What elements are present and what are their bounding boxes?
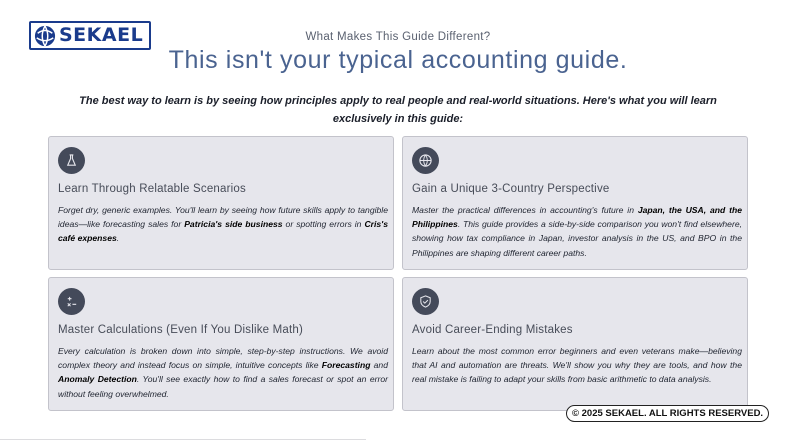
highlight-text: Patricia's side business [184,219,283,230]
calculator-icon [58,288,85,315]
body-text: Forget dry, generic examples. You'll learn by seeing how future skills apply to tangible ideas—like forecasting sales for [58,205,388,230]
body-text: Learn about the most common error beginners and even veterans make—believing that AI and automation are threats. We'll show you why they are tools, and how the real mistake is failing to adapt your skills from basic arithmetic to data analysis. [412,346,742,385]
card-title: Avoid Career-Ending Mistakes [412,324,573,336]
card-body [412,344,742,387]
page-title: This isn't your typical accounting guide. [168,46,628,74]
card-title: Gain a Unique 3-Country Perspective [412,183,610,195]
intro-text: The best way to learn is by seeing how principles apply to real people and real-world situations. Here's what you will learn exclusively in this guide: [79,95,717,125]
body-text: . You'll see exactly how to find a sales forecast or spot an error without feeling overwhelmed. [58,374,388,399]
highlight-text: Anomaly Detection [58,374,137,385]
logo-wordmark: SEKAEL [59,24,144,46]
card-body [58,203,388,246]
card-body [412,203,742,260]
feature-card-mistakes [402,277,748,411]
flask-icon [58,147,85,174]
card-title: Learn Through Relatable Scenarios [58,183,246,195]
body-text: and [370,360,388,371]
body-text: or spotting errors in [282,219,365,230]
feature-card-calculations [48,277,394,411]
body-text: . This guide provides a side-by-side comparison you won't find elsewhere, showing how tax compliance in Japan, investor analysis in the US, and BPO in the Philippines are shaping different career paths. [412,219,742,258]
feature-card-scenarios [48,136,394,270]
shield-check-icon [412,288,439,315]
body-text: Master the practical differences in accounting's future in [412,205,638,215]
highlight-text: Japan, the USA, and the Philippines [412,205,742,230]
feature-card-perspective [402,136,748,270]
card-body [58,344,388,401]
copyright-badge: © 2025 SEKAEL. ALL RIGHTS RESERVED. [566,405,769,422]
divider [0,439,366,440]
body-text: . [116,233,120,244]
highlight-text: Cris's café expenses [58,219,388,244]
section-eyebrow: What Makes This Guide Different? [305,31,491,43]
card-title: Master Calculations (Even If You Dislike Math) [58,324,304,336]
globe-icon [412,147,439,174]
body-text: Every calculation is broken down into simple, step-by-step instructions. We avoid complex theory and instead focus on simple, intuitive concepts like [58,346,388,371]
highlight-text: Forecasting [321,360,371,371]
